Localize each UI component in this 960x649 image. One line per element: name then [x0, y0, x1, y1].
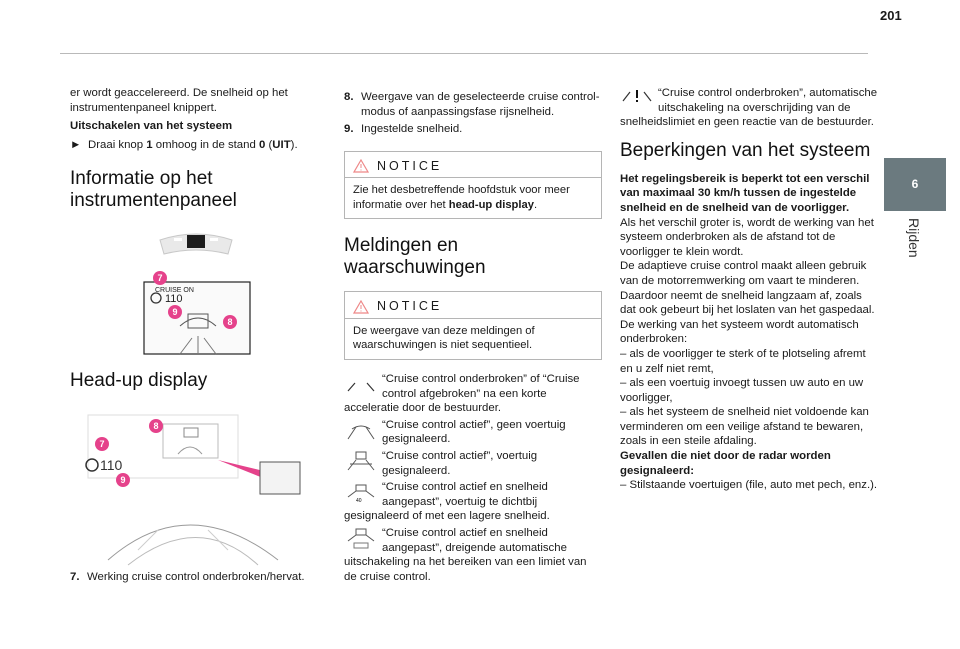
svg-text:40: 40: [356, 498, 362, 504]
cruise-on-label: CRUISE ON: [155, 287, 194, 294]
svg-text:8: 8: [153, 421, 159, 431]
notice-box-hud: [344, 151, 602, 220]
radar-heading: Gevallen die niet door de radar worden gesignaleerd:: [620, 450, 831, 477]
page-number: 201: [880, 8, 902, 23]
heading-instrument-panel: Informatie op het instrumentenpaneel: [70, 168, 237, 212]
warning-triangle-icon: [353, 159, 369, 173]
warning-triangle-icon: [353, 300, 369, 314]
arrow-bullet-icon: ►: [70, 138, 82, 151]
svg-text:9: 9: [172, 307, 178, 317]
column-3: [620, 86, 880, 493]
column-2: [344, 90, 602, 586]
heading-messages: Meldingen en waarschuwingen: [344, 235, 486, 279]
cluster-speed: 110: [165, 293, 183, 305]
cruise-warning-icon: [620, 87, 654, 109]
notice-title: NOTICE: [377, 158, 443, 173]
instrument-cluster-figure: [140, 226, 252, 358]
svg-text:7: 7: [157, 273, 163, 283]
chapter-title: Rijden: [906, 218, 922, 258]
svg-text:7: 7: [99, 439, 105, 449]
disable-heading: Uitschakelen van het systeem: [70, 120, 233, 133]
cruise-active-icon: [344, 419, 378, 441]
legend-item-7: 7. Werking cruise control onderbroken/hervat.: [70, 571, 305, 583]
notice-text: De weergave van deze meldingen of waarschuwingen is niet sequentieel.: [353, 324, 535, 352]
limits-paragraph: De werking van het systeem wordt automatisch onderbroken:: [620, 318, 859, 346]
disable-instruction: ► Draai knop 1 omhoog in de stand 0 (UIT).: [70, 138, 298, 151]
message-item-warning: “Cruise control onderbroken”, automatische uitschakeling na overschrijding van de snelheidslimiet en geen reactie van de bestuurder.: [620, 87, 878, 129]
chapter-tab[interactable]: 6: [884, 158, 946, 211]
message-item: “Cruise control onderbroken” of “Cruise control afgebroken” na een korte acceleratie door de bestuurder.: [344, 372, 580, 415]
hud-speed: 110: [100, 457, 123, 473]
message-item: “Cruise control actief”, voertuig gesignaleerd.: [344, 449, 602, 478]
cruise-interrupted-icon: [344, 373, 378, 395]
svg-text:8: 8: [227, 317, 233, 327]
column-1-lower: [70, 370, 322, 402]
vehicle-detected-icon: [344, 450, 378, 472]
column-1-bottom: [70, 570, 322, 588]
head-up-display-figure: [78, 410, 318, 570]
notice-text: Zie het desbetreffende hoofdstuk voor meer informatie over het head-up display.: [353, 184, 570, 211]
radar-list-item: – Stilstaande voertuigen (file, auto met pech, enz.).: [620, 479, 878, 492]
legend-item-8: 8. Weergave van de geselecteerde cruise control-modus of aanpassingsfase rijsnelheid.: [344, 91, 600, 118]
legend-item-9: 9. Ingestelde snelheid.: [344, 123, 463, 136]
notice-title: NOTICE: [377, 299, 443, 314]
notice-box-messages: [344, 291, 602, 360]
heading-hud: Head-up display: [70, 370, 208, 391]
message-item: “Cruise control actief”, geen voertuig gesignaleerd.: [344, 418, 602, 447]
message-item: 40 “Cruise control actief en snelheid aangepast”, voertuig te dichtbij gesignaleerd of met een lagere snelheid.: [344, 481, 550, 523]
svg-text:9: 9: [120, 475, 126, 485]
message-item: “Cruise control actief en snelheid aangepast”, dreigende automatische uitschakeling na het bereiken van een limiet van de cruise control.: [344, 526, 587, 583]
limits-bold-text: Het regelingsbereik is beperkt tot een verschil van maximaal 30 km/h tussen de ingestelde snelheid en de snelheid van de voorligger.: [620, 172, 870, 214]
limit-reached-icon: [344, 527, 378, 549]
header-rule: [60, 53, 868, 54]
intro-text: er wordt geaccelereerd. De snelheid op het instrumentenpaneel knippert.: [70, 87, 288, 114]
speed-adjusted-icon: [344, 481, 378, 503]
column-1: [70, 86, 322, 222]
heading-limitations: Beperkingen van het systeem: [620, 139, 871, 161]
limits-list-item: – als een voertuig invoegt tussen uw auto en uw voorligger,: [620, 377, 864, 404]
limits-paragraph: De adaptieve cruise control maakt alleen gebruik van de motorremwerking om vaart te minderen. Daardoor neemt de snelheid langzaam af, zoals dat ook gebeurt bij het loslaten van het gaspedaal.: [620, 260, 875, 317]
limits-list-item: – als het systeem de snelheid niet voldoende kan verminderen om een veilige afstand te bewaren, zoals in een steile afdaling.: [620, 406, 869, 448]
limits-paragraph: Als het verschil groter is, wordt de werking van het systeem onderbroken als de afstand tot de voorligger te klein wordt.: [620, 216, 874, 258]
limits-list-item: – als de voorligger te sterk of te plotseling afremt en u zelf niet remt,: [620, 347, 866, 375]
